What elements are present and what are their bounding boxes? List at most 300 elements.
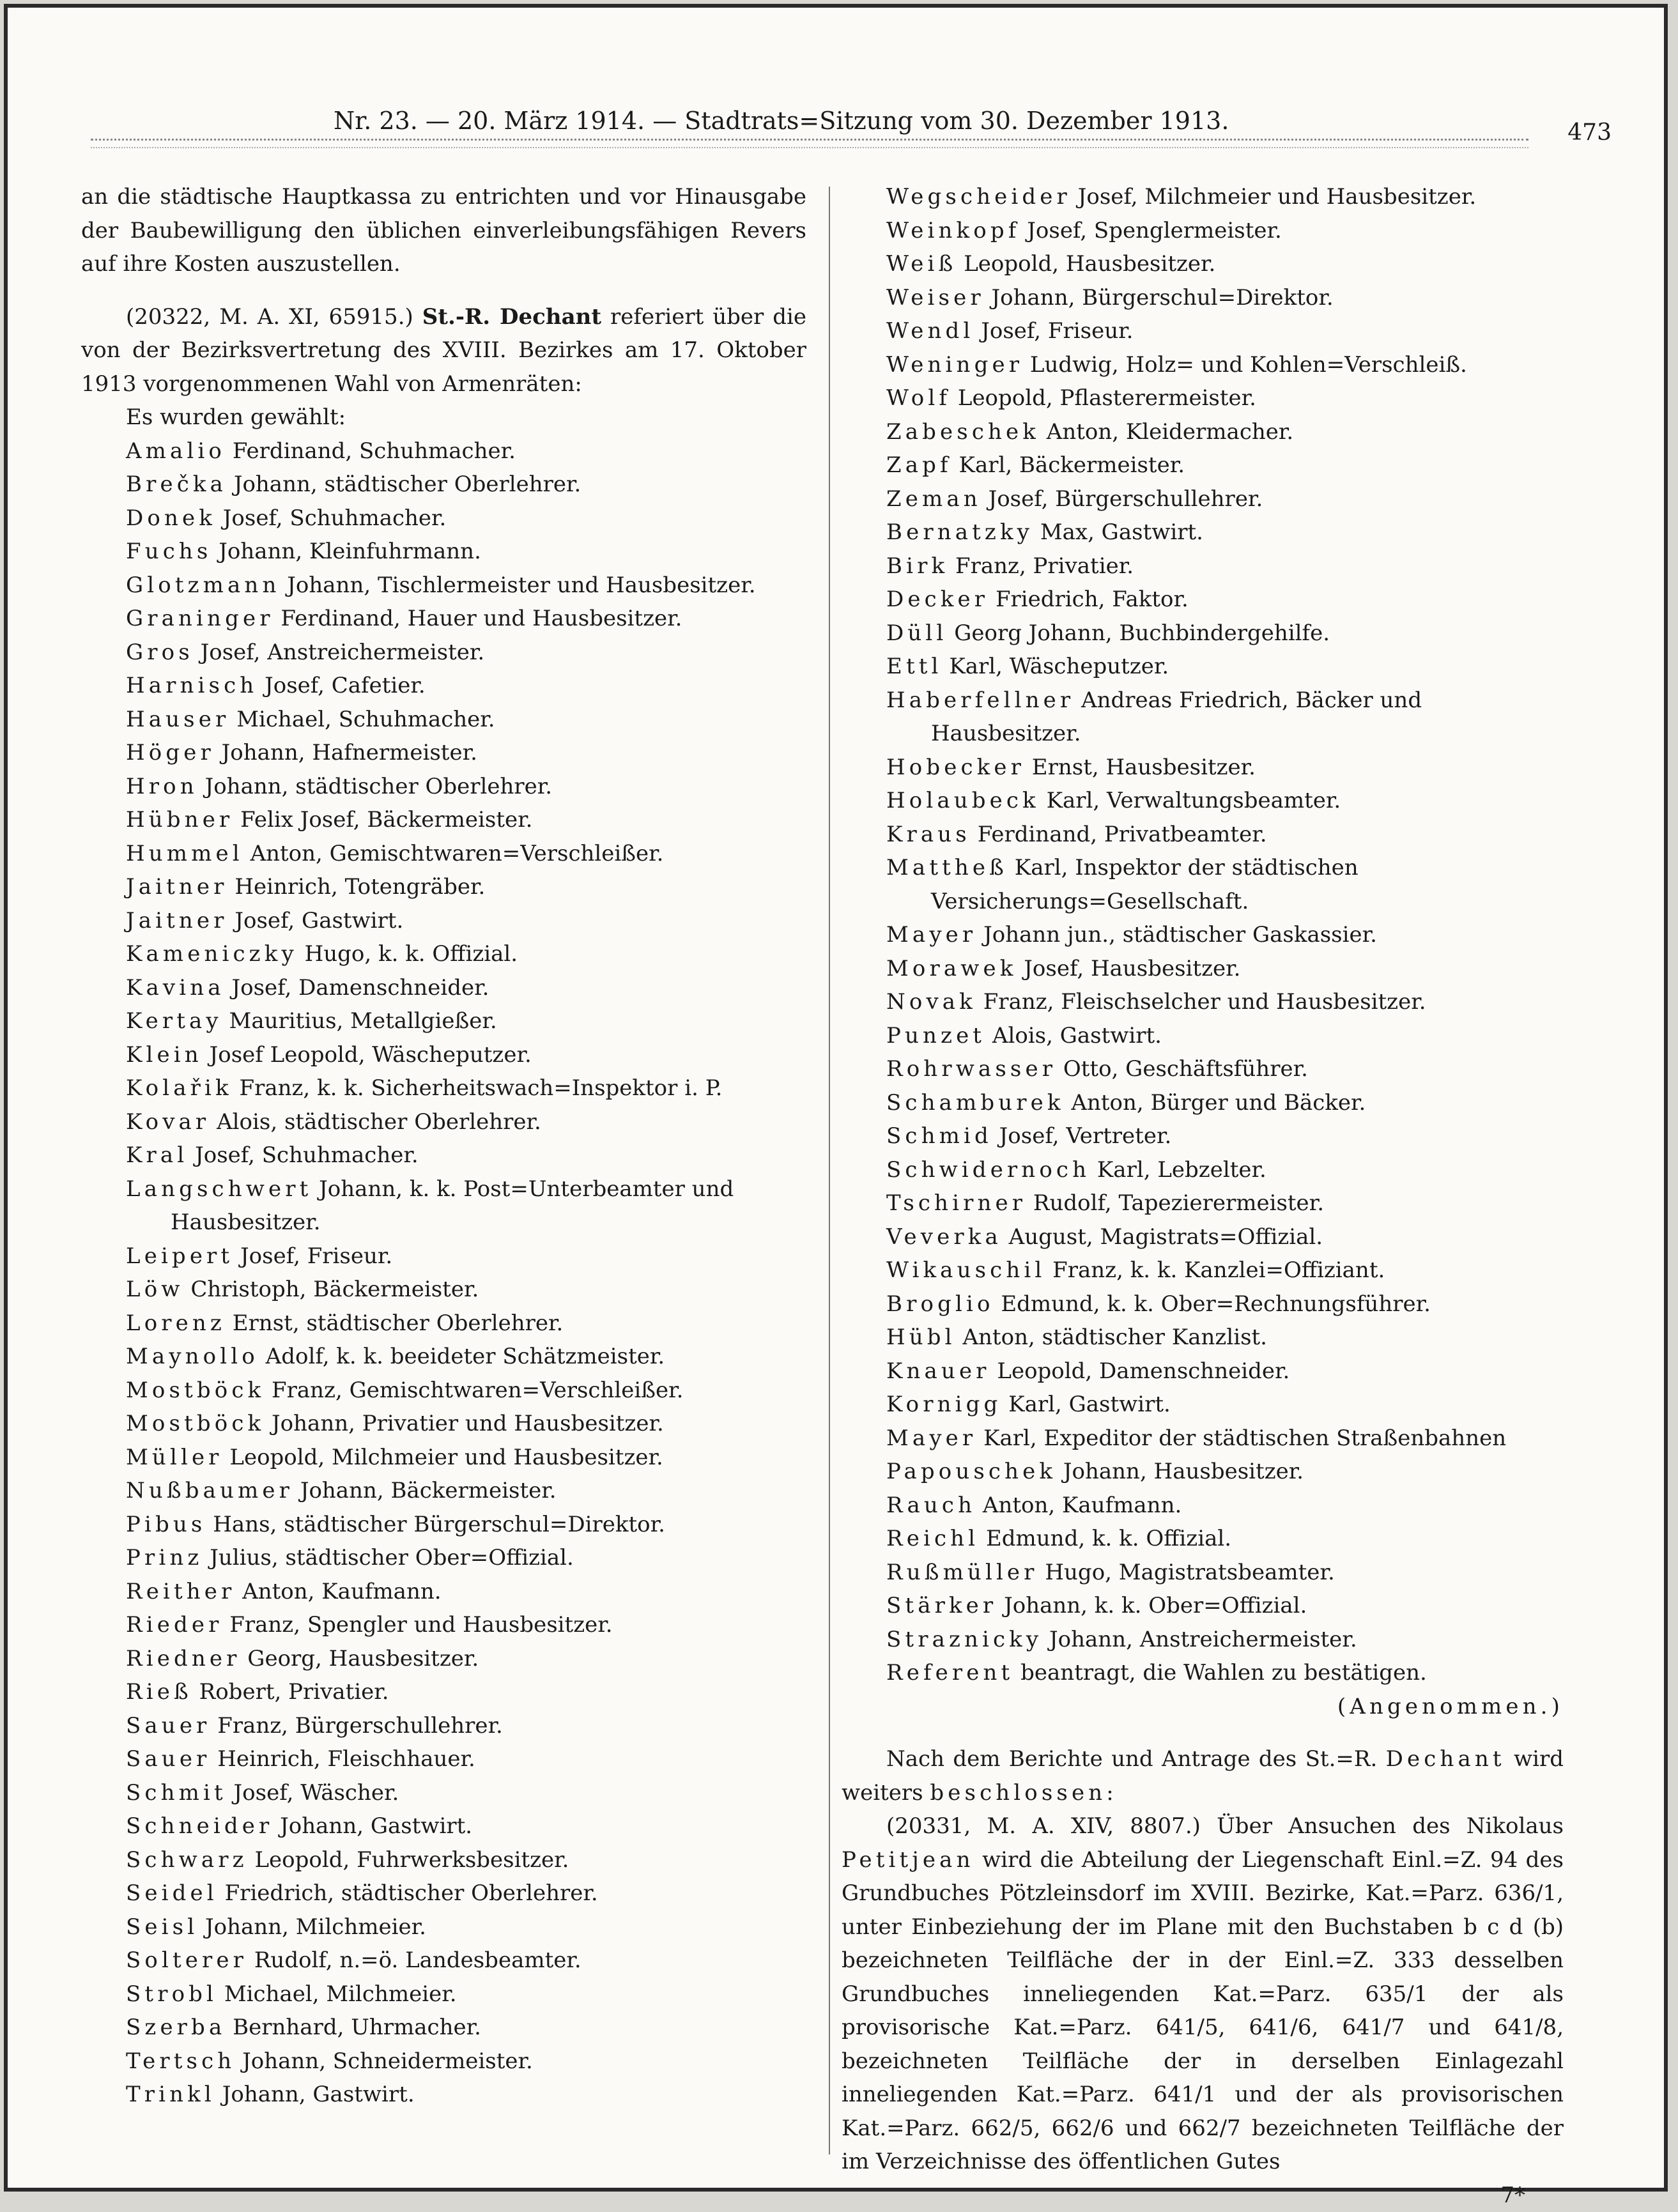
person-details: Anton, städtischer Kanzlist. (962, 1325, 1267, 1350)
person-surname: Zeman (886, 486, 981, 512)
name-entry (886, 818, 1564, 852)
person-surname: Leipert (126, 1243, 233, 1269)
name-entry (126, 1474, 806, 1508)
person-surname: Sauer (126, 1746, 210, 1772)
name-entry (886, 583, 1564, 617)
person-details: Karl, Lebzelter. (1097, 1157, 1266, 1183)
person-surname: Seisl (126, 1914, 198, 1940)
person-surname: Hübl (886, 1325, 956, 1350)
person-details: Karl, Expeditor der städtischen Straßenbahnen (983, 1425, 1506, 1451)
person-surname: Kavina (126, 975, 225, 1001)
person-details: Franz, Privatier. (955, 553, 1134, 579)
person-surname: Graninger (126, 606, 274, 631)
person-details: Johann, Schneidermeister. (242, 2048, 533, 2074)
person-details: Johann, städtischer Oberlehrer. (234, 472, 581, 497)
person-surname: Kertay (126, 1008, 222, 1034)
person-details: Josef, Wäscher. (234, 1780, 399, 1806)
person-surname: Amalio (126, 438, 226, 464)
name-entry (886, 617, 1564, 650)
accepted-note: (Angenommen.) (842, 1690, 1564, 1724)
person-surname: Schmid (886, 1123, 992, 1149)
person-details: Julius, städtischer Ober=Offizial. (210, 1545, 574, 1571)
name-entry (126, 1675, 806, 1709)
person-details: Edmund, k. k. Offizial. (986, 1526, 1231, 1551)
person-surname: Bernatzky (886, 519, 1033, 545)
name-entry (126, 1340, 806, 1374)
name-entry (126, 602, 806, 636)
page-number: 473 (1567, 119, 1612, 146)
resolution-text-b: wird die Abteilung der Liegenschaft Einl.=Z. 94 des Grundbuches Pötzleinsdorf im XVIII. Bezirke, Kat.=Parz. 636/1, unter Einbeziehung der im Plane mit den Buchstaben b c d (b) bezeichneten Teilfläche der in der Einl.=Z. 333 desselben Grundbuches inneliegenden Kat.=Parz. 635/1 der als provisorische Kat.=Parz. 641/5, 641/6, 641/7 und 641/8, bezeichneten Teilfläche der in derselben Einlagezahl inneliegenden Kat.=Parz. 641/1 und der als provisorischen Kat.=Parz. 662/5, 662/6 und 662/7 bezeichneten Teilfläche der im Verzeichnisse des öffentlichen Gutes (842, 1847, 1564, 2175)
name-entry (126, 1374, 806, 1408)
person-details: Johann, Bürgerschul=Direktor. (992, 285, 1334, 311)
left-column (81, 180, 806, 2112)
name-entry (126, 1608, 806, 1642)
intro-paragraph: an die städtische Hauptkassa zu entrichten und vor Hinausgabe der Baubewilligung den üblichen einverleibungsfähigen Revers auf ihre Kosten auszustellen. (81, 180, 806, 281)
person-details: Karl, Bäckermeister. (959, 452, 1185, 478)
person-surname: Kraus (886, 822, 971, 847)
person-surname: Düll (886, 620, 947, 646)
column-divider (829, 187, 830, 2154)
person-details: Johann, Anstreichermeister. (1049, 1627, 1357, 1652)
name-entry (886, 482, 1564, 516)
person-details: Andreas Friedrich, Bäcker und Hausbesitzer. (931, 687, 1422, 747)
name-entry (886, 684, 1564, 751)
person-surname: Wendl (886, 318, 974, 344)
person-surname: Schwarz (126, 1847, 248, 1873)
resolution-paragraph (842, 1809, 1564, 2179)
person-details: Johann, Tischlermeister und Hausbesitzer. (287, 572, 755, 598)
person-surname: Rauch (886, 1493, 976, 1518)
right-column (842, 180, 1564, 2212)
name-entry (126, 1541, 806, 1575)
person-details: Johann, Gastwirt. (222, 2082, 415, 2107)
person-details: Josef, Milchmeier und Hausbesitzer. (1078, 184, 1476, 210)
name-entry (126, 971, 806, 1005)
name-entry (886, 449, 1564, 482)
referent-text: beantragt, die Wahlen zu bestätigen. (1020, 1660, 1427, 1686)
person-surname: Jaitner (126, 874, 228, 900)
person-details: Josef, Bürgerschullehrer. (989, 486, 1263, 512)
person-details: Anton, Kaufmann. (983, 1493, 1182, 1518)
person-surname: Broglio (886, 1291, 994, 1317)
person-surname: Ettl (886, 654, 943, 679)
name-entry (126, 1978, 806, 2011)
person-details: Johann, Privatier und Hausbesitzer. (272, 1411, 664, 1436)
person-surname: Kornigg (886, 1392, 1001, 1417)
person-surname: Trinkl (126, 2082, 215, 2107)
person-surname: Schwidernoch (886, 1157, 1090, 1183)
person-details: Ernst, städtischer Oberlehrer. (233, 1310, 564, 1336)
name-entry (126, 1004, 806, 1038)
person-surname: Mayer (886, 1425, 976, 1451)
name-entry (126, 904, 806, 938)
person-details: Josef, Vertreter. (999, 1123, 1172, 1149)
person-details: Johann, k. k. Ober=Offizial. (1004, 1593, 1307, 1618)
person-details: Edmund, k. k. Ober=Rechnungsführer. (1001, 1291, 1431, 1317)
name-entry (886, 1019, 1564, 1053)
name-entry (126, 502, 806, 535)
person-surname: Donek (126, 505, 216, 531)
person-surname: Reither (126, 1579, 235, 1604)
name-entry (126, 2078, 806, 2112)
name-entry (886, 516, 1564, 549)
person-surname: Rieder (126, 1612, 222, 1638)
person-details: Heinrich, Fleischhauer. (217, 1746, 475, 1772)
name-entry (886, 1422, 1564, 1455)
person-surname: Kral (126, 1142, 188, 1168)
name-entry (126, 2011, 806, 2045)
name-entry (126, 1508, 806, 1542)
applicant-name: Petitjean (842, 1847, 974, 1873)
document-page (4, 4, 1668, 2192)
person-surname: Glotzmann (126, 572, 280, 598)
referent-line (842, 1656, 1564, 1690)
name-entry (886, 985, 1564, 1019)
person-details: Bernhard, Uhrmacher. (233, 2015, 481, 2040)
name-entry (886, 851, 1564, 918)
name-entry (126, 870, 806, 904)
name-entry (886, 314, 1564, 348)
name-entry (126, 736, 806, 770)
person-details: Franz, Bürgerschullehrer. (217, 1713, 503, 1739)
person-details: Johann, städtischer Oberlehrer. (205, 774, 553, 799)
person-details: Ernst, Hausbesitzer. (1032, 755, 1256, 780)
report-text: referiert über die von der Bezirksvertretung des XVIII. Bezirkes am 17. Oktober 1913 vorgenommenen Wahl von Armenräten: (81, 304, 806, 397)
person-surname: Zapf (886, 452, 952, 478)
person-surname: Hummel (126, 841, 243, 866)
person-details: Mauritius, Metallgießer. (229, 1008, 497, 1034)
right-name-list (842, 180, 1564, 1656)
person-surname: Brečka (126, 472, 227, 497)
person-details: Alois, städtischer Oberlehrer. (217, 1109, 541, 1135)
person-surname: Papouschek (886, 1459, 1056, 1484)
person-surname: Kovar (126, 1109, 210, 1135)
resolution-reference: (20331, M. A. XIV, 8807.) (886, 1813, 1201, 1839)
name-entry (126, 1139, 806, 1172)
person-details: Leopold, Damenschneider. (997, 1358, 1289, 1384)
person-surname: Hobecker (886, 755, 1025, 780)
name-entry (126, 434, 806, 468)
person-surname: Birk (886, 553, 948, 579)
person-details: Josef, Anstreichermeister. (201, 640, 485, 665)
person-details: Johann, Hafnermeister. (222, 740, 477, 765)
person-details: Josef, Schuhmacher. (195, 1142, 419, 1168)
name-entry (126, 1240, 806, 1273)
name-entry (126, 703, 806, 737)
person-surname: Harnisch (126, 673, 258, 698)
person-details: Hans, städtischer Bürgerschul=Direktor. (213, 1512, 665, 1537)
person-details: Anton, Kaufmann. (242, 1579, 441, 1604)
name-entry (886, 1086, 1564, 1120)
name-entry (886, 1321, 1564, 1355)
person-details: Johann, Gastwirt. (280, 1813, 472, 1839)
person-surname: Kameniczky (126, 941, 298, 967)
person-surname: Solterer (126, 1947, 247, 1973)
person-details: Leopold, Milchmeier und Hausbesitzer. (229, 1445, 663, 1470)
person-surname: Wolf (886, 385, 951, 411)
person-details: Franz, k. k. Sicherheitswach=Inspektor i. P. (239, 1075, 722, 1101)
person-details: Leopold, Pflasterermeister. (958, 385, 1256, 411)
person-surname: Tertsch (126, 2048, 235, 2074)
name-entry (126, 937, 806, 971)
person-details: Franz, Fleischselcher und Hausbesitzer. (983, 989, 1426, 1015)
person-surname: Weiser (886, 285, 985, 311)
name-entry (126, 1071, 806, 1105)
person-surname: Straznicky (886, 1627, 1042, 1652)
speaker-name: St.-R. Dechant (422, 304, 601, 330)
name-entry (886, 1187, 1564, 1220)
person-details: Ferdinand, Hauer und Hausbesitzer. (281, 606, 682, 631)
name-entry (886, 1455, 1564, 1489)
person-details: Hugo, k. k. Offizial. (305, 941, 518, 967)
person-surname: Hauser (126, 707, 229, 732)
person-surname: Rohrwasser (886, 1056, 1056, 1082)
person-details: Adolf, k. k. beeideter Schätzmeister. (266, 1344, 665, 1369)
name-entry (886, 918, 1564, 952)
person-details: Alois, Gastwirt. (992, 1023, 1162, 1048)
person-details: Felix Josef, Bäckermeister. (240, 807, 532, 833)
name-entry (126, 1809, 806, 1843)
person-details: Josef, Friseur. (240, 1243, 392, 1269)
person-surname: Mayer (886, 922, 976, 948)
name-entry (886, 650, 1564, 684)
person-surname: Müller (126, 1445, 223, 1470)
name-entry (126, 1307, 806, 1340)
person-surname: Stärker (886, 1593, 997, 1618)
person-details: Josef, Spenglermeister. (1027, 218, 1282, 243)
name-entry (886, 1388, 1564, 1422)
name-entry (886, 180, 1564, 214)
person-details: Johann, Kleinfuhrmann. (219, 539, 481, 564)
person-details: Anton, Bürger und Bäcker. (1071, 1090, 1366, 1116)
signature-mark: 7* (842, 2179, 1564, 2212)
referent-label: Referent (886, 1660, 1013, 1686)
person-surname: Hübner (126, 807, 233, 833)
person-surname: Punzet (886, 1023, 985, 1048)
name-entry (126, 803, 806, 837)
left-name-list (81, 434, 806, 2112)
person-details: Rudolf, n.=ö. Landesbeamter. (254, 1947, 581, 1973)
name-entry (886, 1522, 1564, 1556)
person-surname: Maynollo (126, 1344, 259, 1369)
person-surname: Knauer (886, 1358, 990, 1384)
person-surname: Schamburek (886, 1090, 1065, 1116)
person-details: Ferdinand, Privatbeamter. (978, 822, 1267, 847)
name-entry (886, 1589, 1564, 1623)
elected-heading: Es wurden gewählt: (81, 401, 806, 434)
name-entry (886, 1153, 1564, 1187)
person-details: Hugo, Magistratsbeamter. (1045, 1560, 1334, 1585)
person-details: Rudolf, Tapezierermeister. (1033, 1190, 1324, 1216)
person-details: Franz, Gemischtwaren=Verschleißer. (272, 1378, 683, 1403)
name-entry (126, 468, 806, 502)
person-details: Georg Johann, Buchbindergehilfe. (954, 620, 1330, 646)
person-surname: Fuchs (126, 539, 212, 564)
person-surname: Seidel (126, 1880, 218, 1906)
person-surname: Sauer (126, 1713, 210, 1739)
person-details: Michael, Schuhmacher. (236, 707, 495, 732)
person-details: Josef, Schuhmacher. (223, 505, 447, 531)
name-entry (126, 1441, 806, 1475)
name-entry (126, 1877, 806, 1910)
person-details: Karl, Wäscheputzer. (949, 654, 1169, 679)
person-surname: Klein (126, 1042, 203, 1068)
person-details: Josef, Cafetier. (265, 673, 426, 698)
name-entry (886, 751, 1564, 785)
person-details: Josef, Friseur. (981, 318, 1133, 344)
person-surname: Pibus (126, 1512, 206, 1537)
name-entry (886, 1355, 1564, 1388)
person-surname: Strobl (126, 1981, 217, 2007)
person-surname: Weninger (886, 352, 1023, 378)
name-entry (126, 1742, 806, 1776)
person-details: Karl, Inspektor der städtischen Versicherungs=Gesellschaft. (931, 855, 1359, 914)
report-paragraph (81, 300, 806, 401)
motion-paragraph (842, 1742, 1564, 1809)
name-entry (886, 1556, 1564, 1590)
person-surname: Veverka (886, 1224, 1002, 1250)
person-surname: Nußbaumer (126, 1478, 293, 1503)
name-entry (886, 247, 1564, 281)
name-entry (126, 2045, 806, 2078)
person-details: Ferdinand, Schuhmacher. (233, 438, 516, 464)
person-surname: Hron (126, 774, 198, 799)
name-entry (886, 1287, 1564, 1321)
name-entry (886, 1052, 1564, 1086)
name-entry (126, 1642, 806, 1676)
person-surname: Mostböck (126, 1411, 265, 1436)
person-surname: Schmit (126, 1780, 227, 1806)
person-details: Michael, Milchmeier. (224, 1981, 457, 2007)
reference-number: (20322, M. A. XI, 65915.) (126, 304, 413, 330)
person-surname: Weiß (886, 251, 957, 277)
person-surname: Riedner (126, 1646, 240, 1671)
name-entry (886, 381, 1564, 415)
name-entry (126, 1038, 806, 1072)
running-title: Nr. 23. — 20. März 1914. — Stadtrats=Sitzung vom 30. Dezember 1913. (334, 107, 1229, 135)
motion-mid: wird weiters (842, 1746, 1564, 1806)
person-surname: Löw (126, 1277, 184, 1302)
person-surname: Morawek (886, 956, 1017, 981)
person-details: Friedrich, Faktor. (996, 587, 1189, 612)
person-surname: Kolařik (126, 1075, 233, 1101)
person-details: Johann, Milchmeier. (205, 1914, 426, 1940)
person-surname: Weinkopf (886, 218, 1020, 243)
name-entry (126, 636, 806, 670)
person-details: Karl, Verwaltungsbeamter. (1047, 788, 1341, 813)
name-entry (126, 1910, 806, 1944)
person-surname: Jaitner (126, 908, 228, 933)
person-details: Max, Gastwirt. (1040, 519, 1203, 545)
person-details: Christoph, Bäckermeister. (190, 1277, 479, 1302)
person-details: Karl, Gastwirt. (1008, 1392, 1171, 1417)
name-entry (126, 1944, 806, 1978)
person-surname: Zabeschek (886, 419, 1040, 445)
motion-text: Nach dem Berichte und Antrage des St.=R. (886, 1746, 1377, 1772)
person-details: Georg, Hausbesitzer. (247, 1646, 479, 1671)
person-surname: Novak (886, 989, 976, 1015)
person-details: August, Magistrats=Offizial. (1009, 1224, 1323, 1250)
name-entry (126, 535, 806, 569)
person-details: Johann, Hausbesitzer. (1063, 1459, 1304, 1484)
person-details: Leopold, Fuhrwerksbesitzer. (254, 1847, 569, 1873)
person-details: Anton, Kleidermacher. (1047, 419, 1293, 445)
person-details: Josef, Gastwirt. (235, 908, 403, 933)
person-surname: Tschirner (886, 1190, 1026, 1216)
name-entry (126, 837, 806, 871)
person-details: Robert, Privatier. (199, 1679, 389, 1705)
person-surname: Schneider (126, 1813, 273, 1839)
motion-speaker: Dechant (1386, 1746, 1505, 1772)
name-entry (126, 1105, 806, 1139)
name-entry (126, 1575, 806, 1609)
name-entry (126, 1172, 806, 1240)
motion-decided: beschlossen: (930, 1780, 1117, 1806)
name-entry (886, 549, 1564, 583)
name-entry (126, 569, 806, 603)
name-entry (126, 1843, 806, 1877)
person-surname: Wikauschil (886, 1257, 1045, 1283)
name-entry (886, 952, 1564, 986)
name-entry (126, 1273, 806, 1307)
name-entry (886, 1254, 1564, 1287)
header-rule (91, 139, 1528, 148)
person-surname: Rieß (126, 1679, 192, 1705)
person-surname: Haberfellner (886, 687, 1074, 713)
name-entry (886, 415, 1564, 449)
person-surname: Szerba (126, 2015, 226, 2040)
name-entry (886, 784, 1564, 818)
name-entry (886, 1489, 1564, 1523)
person-details: Leopold, Hausbesitzer. (964, 251, 1215, 277)
person-surname: Gros (126, 640, 194, 665)
name-entry (126, 1776, 806, 1810)
person-details: Franz, k. k. Kanzlei=Offiziant. (1052, 1257, 1385, 1283)
person-surname: Mattheß (886, 855, 1008, 880)
person-surname: Reichl (886, 1526, 979, 1551)
name-entry (126, 770, 806, 804)
person-surname: Wegscheider (886, 184, 1071, 210)
person-details: Franz, Spengler und Hausbesitzer. (229, 1612, 612, 1638)
person-details: Johann, Bäckermeister. (300, 1478, 557, 1503)
person-surname: Mostböck (126, 1378, 265, 1403)
resolution-text-a: Über Ansuchen des Nikolaus (1217, 1813, 1564, 1839)
person-details: Josef, Hausbesitzer. (1024, 956, 1240, 981)
name-entry (886, 1623, 1564, 1657)
person-details: Johann jun., städtischer Gaskassier. (983, 922, 1377, 948)
person-surname: Rußmüller (886, 1560, 1038, 1585)
name-entry (886, 348, 1564, 382)
person-details: Josef Leopold, Wäscheputzer. (210, 1042, 532, 1068)
person-surname: Decker (886, 587, 989, 612)
name-entry (886, 281, 1564, 315)
person-details: Josef, Damenschneider. (231, 975, 489, 1001)
person-surname: Holaubeck (886, 788, 1040, 813)
person-surname: Langschwert (126, 1176, 312, 1202)
person-surname: Höger (126, 740, 215, 765)
person-details: Ludwig, Holz= und Kohlen=Verschleiß. (1030, 352, 1467, 378)
person-details: Otto, Geschäftsführer. (1063, 1056, 1308, 1082)
name-entry (886, 1119, 1564, 1153)
person-details: Anton, Gemischtwaren=Verschleißer. (250, 841, 664, 866)
person-details: Friedrich, städtischer Oberlehrer. (225, 1880, 598, 1906)
person-surname: Lorenz (126, 1310, 226, 1336)
person-details: Heinrich, Totengräber. (235, 874, 485, 900)
name-entry (886, 1220, 1564, 1254)
person-surname: Prinz (126, 1545, 203, 1571)
name-entry (126, 1709, 806, 1743)
person-details: Johann, k. k. Post=Unterbeamter und Hausbesitzer. (171, 1176, 734, 1236)
